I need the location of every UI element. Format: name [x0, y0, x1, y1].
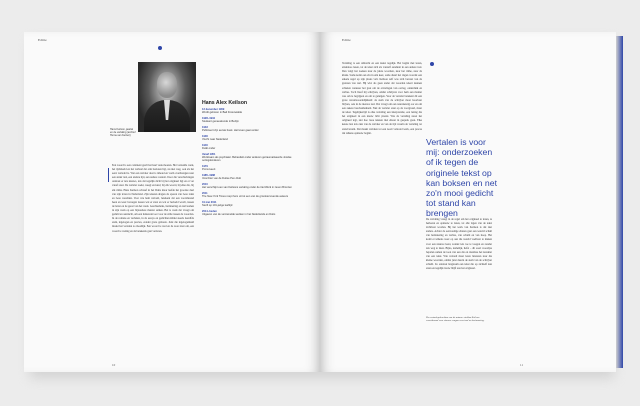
left-page-number: 10: [112, 363, 116, 367]
right-body-text: Vertaling is een ambacht en een kunst tegelijk. Het begint met lezen, eindeloos lezen, tot de tekst zich als vanzelf aandient in een andere taal. Dan volgt het zoeken naar de juiste woorden, naar het ritme, naar de klank. Soms komt een zin in één keer, soms duurt het dagen voordat een enkele regel op zijn plaats valt. Keilson zelf was zich bewust van de grenzen van taal. Hij wist als geen ander dat woorden tekort kunnen schieten wanneer het gaat om de ervaringen van oorlog, onderduik en verlies. Toch bleef hij schrijven, omdat schrijven voor hem een manier was om te begrijpen en om te getuigen. Voor de vertaler betekent dit een grote verantwoordelijkheid: de stem van de schrijver moet hoorbaar blijven, ook in de nieuwe taal. Dat vraagt om een nauwkeurig oor en om een zekere bescheidenheid. Niet de vertaler staat op de voorgrond, maar de tekst. Tegelijkertijd is elke vertaling een interpretatie, een lezing die het origineel in een nieuw licht plaatst. Wie de vertaling naast het origineel legt, ziet hoe twee teksten met elkaar in gesprek gaan. Elke keuze laat iets zien van de vertaler en van de tijd waarin de vertaling tot stand kwam. Dat maakt vertalen tot een nooit voltooid werk, een proces dat telkens opnieuw begint.: [342, 62, 422, 135]
left-page-header: Editie: [38, 38, 47, 42]
pull-quote: Vertalen is voor mij: onderzoeken of ik tegen de originele tekst op kan boksen en net zo'n mooi gedicht tot stand kan brengen: [426, 137, 498, 219]
timeline-item: 1928–1934 Studeert geneeskunde in Berlijn: [202, 117, 239, 123]
portrait-photo-icon: [138, 62, 196, 132]
profile-timeline: [202, 108, 292, 219]
accent-dot-icon: [430, 62, 434, 66]
profile-name: Hans Alex Keilson: [202, 100, 248, 106]
right-page-header: Editie: [342, 38, 351, 42]
accent-bar-icon: [108, 168, 109, 182]
timeline-item: 1940 Duikt onder: [202, 144, 216, 150]
timeline-item: 1936 Vlucht naar Nederland: [202, 135, 228, 141]
timeline-item: 1985–1988 Voorzitter van de Duitse Pen-Club: [202, 174, 242, 180]
accent-dot-icon: [158, 46, 162, 50]
right-page: [320, 32, 616, 372]
timeline-item: 1933 Publiceert zijn eerste boek. Het leven gaat verder: [202, 126, 259, 132]
timeline-item: 2010 Het verschijnt een van Keilsons vertaling onder de titel Werk in zeven Bronzen: [202, 183, 292, 189]
timeline-item: Vanaf 1951 Werkzaam als psychiater. Behandelt onder anderen getraumatiseerde Joodse oorlogskinderen: [202, 153, 292, 162]
footnote: De vertaalopdrachten van de auteurs stelden Keilson voortdurend voor nieuwe vragen over taal en herinnering.: [426, 316, 485, 323]
timeline-item: 31 mei 2011 Sterft op 101-jarige leeftijd: [202, 201, 233, 207]
photo-caption: Hans Keilson, jaartal en de vertaling (archief Huma van Keizeri): [110, 128, 136, 138]
timeline-item: 2014–heden Uitgaven van de verzamelde werken in het Nederlands en Duits: [202, 210, 276, 216]
left-page: [24, 32, 320, 372]
timeline-item: 12 december 1909 Wordt geboren in Bad Freienwalde: [202, 108, 243, 114]
timeline-item: 2011 The New York Times roept hem uit tot een van de grootste levende auteurs: [202, 192, 289, 198]
left-body-text: Een woord is een continent geeft het heel vaak moeten. Het vertaalde werk, het tijdsbeeld en het verhaal dat erin besloten ligt, nu niet weg, ook als het eerst vertaald is. Wat een vertaler doet is inhoud en vorm overbrengen naar een ander taal, een andere tijd, een andere context. Door die verschuivingen ontstaat er iets nieuws, iets dat tegelijk dicht bij het origineel ligt en er ver vanaf staat. De vertaler zoekt, weegt en kiest; bij elk woord, bij elke zin, bij elk ritme. Hans Keilson schreef in het Duits maar leefde het grootste deel van zijn leven in Nederland. Zijn teksten dragen de sporen van twee talen en twee werelden. Voor wie hem vertaalt, betekent dat een voortdurend heen en weer bewegen tussen wat er staat en wat er bedoeld wordt, tussen de letter en de geest van het werk. Geschiedenis, herinnering en taal komen in zijn werk op een bijzondere manier samen. Het is werk dat vraagt om geduld en aandacht, om een luisterend oor voor de stilte tussen de woorden. In de romans en verhalen, in de essays en gedichten klinkt steeds dezelfde stem, ingetogen en precies, zonder grote gebaren. Juist die ingetogenheid maakt het vertalen zo moeilijk. Een woord te veel en de toon slaat om, een woord te weinig en de betekenis gaat verloren.: [112, 164, 194, 233]
timeline-item: 1979 Promoveert: [202, 165, 216, 171]
right-side-text: De vertaling vraagt in de regel om het origineel te lezen, te herlezen en opnieuw te lezen, tot alle lagen van de tekst zichtbaar worden. Bij het werk van Keilson is dat niet anders. Achter de eenvoudige zinnen gaat een wereld schuil van herinnering en verlies, van schuld en van hoop. Het komt er telkens weer op aan die wereld voelbaar te maken voor een nieuwe lezer, zonder iets toe te voegen en zonder iets weg te laten. Bijna, namelijk, liefst – dit soort woordjes bepalen samen de toon van een zin en daarmee het karakter van een tekst. Wie vertaalt moet leren luisteren naar die kleine woorden, omdat juist daarin de stem van de schrijver schuilt. Zo ontstaat langzaam een tekst die op zichzelf kan staan en tegelijk trouw blijft aan het origineel.: [426, 218, 492, 271]
right-page-number: 11: [520, 363, 524, 367]
